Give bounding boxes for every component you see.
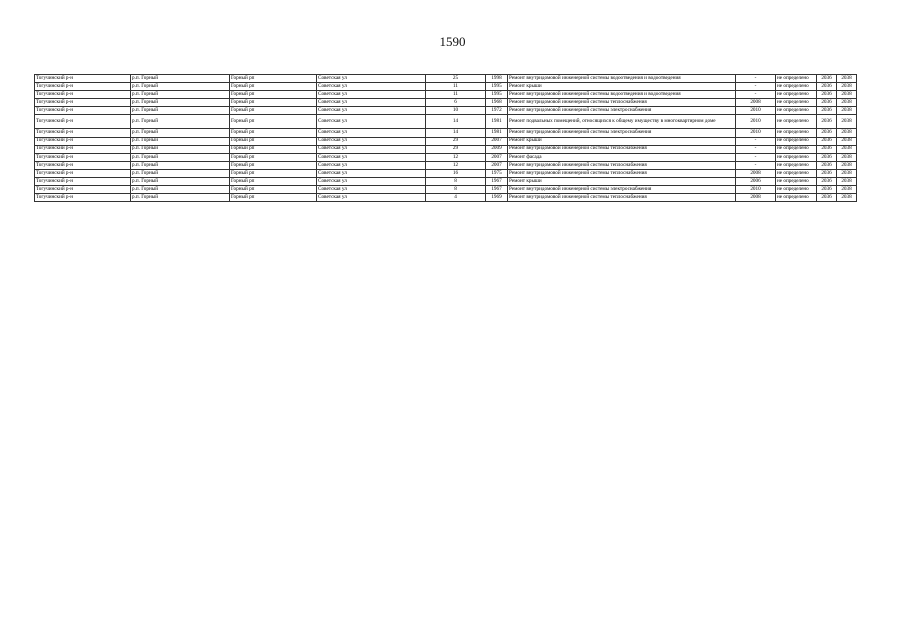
plan-end-cell: 2038 (837, 153, 857, 161)
plan-start-cell: 2036 (817, 129, 837, 137)
settlement-cell: Горный рп (230, 145, 317, 153)
plan-start-cell: 2036 (817, 107, 837, 115)
house-number-cell: 14 (426, 115, 486, 129)
work-type-cell: Ремонт крыши (508, 83, 736, 91)
house-number-cell: 8 (426, 186, 486, 194)
last-repair-cell: - (736, 91, 776, 99)
plan-start-cell: 2036 (817, 178, 837, 186)
municipality-cell: р.п. Горный (131, 178, 230, 186)
plan-end-cell: 2038 (837, 107, 857, 115)
plan-start-cell: 2036 (817, 137, 837, 145)
municipality-cell: р.п. Горный (131, 107, 230, 115)
municipality-cell: р.п. Горный (131, 115, 230, 129)
plan-end-cell: 2038 (837, 169, 857, 177)
table-row (35, 137, 857, 145)
district-cell: Тогучинский р-н (35, 145, 131, 153)
plan-end-cell: 2038 (837, 129, 857, 137)
table-row (35, 161, 857, 169)
plan-start-cell: 2036 (817, 99, 837, 107)
year-cell: 1967 (486, 178, 508, 186)
work-type-cell: Ремонт внутридомовой инженерной системы электроснабжения (508, 129, 736, 137)
work-type-cell: Ремонт внутридомовой инженерной системы водоотведения и водоотведения (508, 75, 736, 83)
table-row (35, 99, 857, 107)
work-type-cell: Ремонт внутридомовой инженерной системы водоотведения и водоотведения (508, 91, 736, 99)
status-cell: не определено (776, 194, 817, 202)
plan-start-cell: 2036 (817, 186, 837, 194)
settlement-cell: Горный рп (230, 83, 317, 91)
table-row (35, 75, 857, 83)
plan-end-cell: 2038 (837, 75, 857, 83)
status-cell: не определено (776, 115, 817, 129)
plan-end-cell: 2038 (837, 178, 857, 186)
last-repair-cell: 2008 (736, 169, 776, 177)
last-repair-cell: - (736, 145, 776, 153)
municipality-cell: р.п. Горный (131, 169, 230, 177)
table-row (35, 178, 857, 186)
plan-end-cell: 2038 (837, 137, 857, 145)
district-cell: Тогучинский р-н (35, 186, 131, 194)
municipality-cell: р.п. Горный (131, 83, 230, 91)
table-row (35, 115, 857, 129)
plan-end-cell: 2038 (837, 115, 857, 129)
last-repair-cell: 2010 (736, 186, 776, 194)
table-row (35, 145, 857, 153)
last-repair-cell: 2010 (736, 107, 776, 115)
street-cell: Советская ул (317, 153, 426, 161)
status-cell: не определено (776, 161, 817, 169)
settlement-cell: Горный рп (230, 161, 317, 169)
work-type-cell: Ремонт крыши (508, 137, 736, 145)
house-number-cell: 6 (426, 99, 486, 107)
settlement-cell: Горный рп (230, 178, 317, 186)
street-cell: Советская ул (317, 161, 426, 169)
street-cell: Советская ул (317, 129, 426, 137)
street-cell: Советская ул (317, 145, 426, 153)
plan-start-cell: 2036 (817, 75, 837, 83)
page-number: 1590 (439, 34, 466, 49)
year-cell: 1998 (486, 75, 508, 83)
plan-end-cell: 2038 (837, 83, 857, 91)
last-repair-cell: 2006 (736, 178, 776, 186)
last-repair-cell: - (736, 161, 776, 169)
settlement-cell: Горный рп (230, 153, 317, 161)
year-cell: 2007 (486, 153, 508, 161)
work-type-cell: Ремонт фасада (508, 153, 736, 161)
district-cell: Тогучинский р-н (35, 75, 131, 83)
table-body (35, 75, 857, 202)
status-cell: не определено (776, 91, 817, 99)
municipality-cell: р.п. Горный (131, 186, 230, 194)
year-cell: 1968 (486, 99, 508, 107)
year-cell: 2009 (486, 145, 508, 153)
work-type-cell: Ремонт внутридомовой инженерной системы теплоснабжения (508, 145, 736, 153)
street-cell: Советская ул (317, 137, 426, 145)
last-repair-cell: 2008 (736, 99, 776, 107)
work-type-cell: Ремонт подвальных помещений, относящихся к общему имуществу в многоквартирном доме (508, 115, 736, 129)
table-row (35, 91, 857, 99)
district-cell: Тогучинский р-н (35, 137, 131, 145)
plan-start-cell: 2036 (817, 91, 837, 99)
plan-start-cell: 2036 (817, 153, 837, 161)
year-cell: 1995 (486, 83, 508, 91)
plan-end-cell: 2038 (837, 186, 857, 194)
last-repair-cell: - (736, 153, 776, 161)
last-repair-cell: 2008 (736, 194, 776, 202)
work-type-cell: Ремонт внутридомовой инженерной системы теплоснабжения (508, 99, 736, 107)
table-row (35, 83, 857, 91)
year-cell: 1969 (486, 194, 508, 202)
year-cell: 1967 (486, 186, 508, 194)
year-cell: 1981 (486, 115, 508, 129)
street-cell: Советская ул (317, 178, 426, 186)
work-type-cell: Ремонт внутридомовой инженерной системы теплоснабжения (508, 161, 736, 169)
work-type-cell: Ремонт внутридомовой инженерной системы теплоснабжения (508, 194, 736, 202)
settlement-cell: Горный рп (230, 194, 317, 202)
status-cell: не определено (776, 83, 817, 91)
status-cell: не определено (776, 153, 817, 161)
year-cell: 2007 (486, 137, 508, 145)
plan-start-cell: 2036 (817, 169, 837, 177)
municipality-cell: р.п. Горный (131, 129, 230, 137)
status-cell: не определено (776, 107, 817, 115)
last-repair-cell: 2010 (736, 129, 776, 137)
table-row (35, 153, 857, 161)
table-row (35, 129, 857, 137)
table-row (35, 186, 857, 194)
street-cell: Советская ул (317, 186, 426, 194)
work-type-cell: Ремонт внутридомовой инженерной системы теплоснабжения (508, 169, 736, 177)
settlement-cell: Горный рп (230, 115, 317, 129)
house-number-cell: 10 (426, 107, 486, 115)
year-cell: 1975 (486, 169, 508, 177)
street-cell: Советская ул (317, 115, 426, 129)
status-cell: не определено (776, 145, 817, 153)
last-repair-cell: - (736, 75, 776, 83)
plan-end-cell: 2038 (837, 99, 857, 107)
house-number-cell: 29 (426, 145, 486, 153)
house-number-cell: 12 (426, 161, 486, 169)
district-cell: Тогучинский р-н (35, 129, 131, 137)
municipality-cell: р.п. Горный (131, 153, 230, 161)
district-cell: Тогучинский р-н (35, 107, 131, 115)
street-cell: Советская ул (317, 194, 426, 202)
settlement-cell: Горный рп (230, 107, 317, 115)
table-row (35, 194, 857, 202)
status-cell: не определено (776, 169, 817, 177)
settlement-cell: Горный рп (230, 137, 317, 145)
settlement-cell: Горный рп (230, 186, 317, 194)
last-repair-cell: - (736, 137, 776, 145)
house-number-cell: 29 (426, 137, 486, 145)
work-type-cell: Ремонт крыши (508, 178, 736, 186)
plan-end-cell: 2038 (837, 91, 857, 99)
status-cell: не определено (776, 129, 817, 137)
plan-start-cell: 2036 (817, 161, 837, 169)
municipality-cell: р.п. Горный (131, 194, 230, 202)
municipality-cell: р.п. Горный (131, 137, 230, 145)
year-cell: 1972 (486, 107, 508, 115)
plan-start-cell: 2036 (817, 194, 837, 202)
work-type-cell: Ремонт внутридомовой инженерной системы электроснабжения (508, 186, 736, 194)
settlement-cell: Горный рп (230, 99, 317, 107)
year-cell: 1981 (486, 129, 508, 137)
table-row (35, 169, 857, 177)
status-cell: не определено (776, 99, 817, 107)
street-cell: Советская ул (317, 107, 426, 115)
table-row (35, 107, 857, 115)
street-cell: Советская ул (317, 99, 426, 107)
municipality-cell: р.п. Горный (131, 91, 230, 99)
street-cell: Советская ул (317, 83, 426, 91)
district-cell: Тогучинский р-н (35, 153, 131, 161)
district-cell: Тогучинский р-н (35, 115, 131, 129)
house-number-cell: 16 (426, 169, 486, 177)
work-type-cell: Ремонт внутридомовой инженерной системы электроснабжения (508, 107, 736, 115)
status-cell: не определено (776, 178, 817, 186)
status-cell: не определено (776, 137, 817, 145)
last-repair-cell: - (736, 83, 776, 91)
house-number-cell: 14 (426, 129, 486, 137)
district-cell: Тогучинский р-н (35, 161, 131, 169)
house-number-cell: 12 (426, 153, 486, 161)
status-cell: не определено (776, 186, 817, 194)
street-cell: Советская ул (317, 91, 426, 99)
municipality-cell: р.п. Горный (131, 75, 230, 83)
house-number-cell: 11 (426, 91, 486, 99)
district-cell: Тогучинский р-н (35, 194, 131, 202)
street-cell: Советская ул (317, 169, 426, 177)
street-cell: Советская ул (317, 75, 426, 83)
district-cell: Тогучинский р-н (35, 169, 131, 177)
year-cell: 2007 (486, 161, 508, 169)
plan-start-cell: 2036 (817, 115, 837, 129)
settlement-cell: Горный рп (230, 169, 317, 177)
house-number-cell: 4 (426, 194, 486, 202)
municipality-cell: р.п. Горный (131, 145, 230, 153)
settlement-cell: Горный рп (230, 75, 317, 83)
house-number-cell: 11 (426, 83, 486, 91)
settlement-cell: Горный рп (230, 91, 317, 99)
last-repair-cell: 2010 (736, 115, 776, 129)
municipality-cell: р.п. Горный (131, 99, 230, 107)
plan-start-cell: 2036 (817, 83, 837, 91)
plan-end-cell: 2038 (837, 145, 857, 153)
house-number-cell: 25 (426, 75, 486, 83)
plan-start-cell: 2036 (817, 145, 837, 153)
district-cell: Тогучинский р-н (35, 99, 131, 107)
district-cell: Тогучинский р-н (35, 178, 131, 186)
settlement-cell: Горный рп (230, 129, 317, 137)
housing-repair-table (34, 74, 857, 202)
year-cell: 1995 (486, 91, 508, 99)
house-number-cell: 8 (426, 178, 486, 186)
municipality-cell: р.п. Горный (131, 161, 230, 169)
district-cell: Тогучинский р-н (35, 91, 131, 99)
plan-end-cell: 2038 (837, 194, 857, 202)
district-cell: Тогучинский р-н (35, 83, 131, 91)
status-cell: не определено (776, 75, 817, 83)
plan-end-cell: 2038 (837, 161, 857, 169)
